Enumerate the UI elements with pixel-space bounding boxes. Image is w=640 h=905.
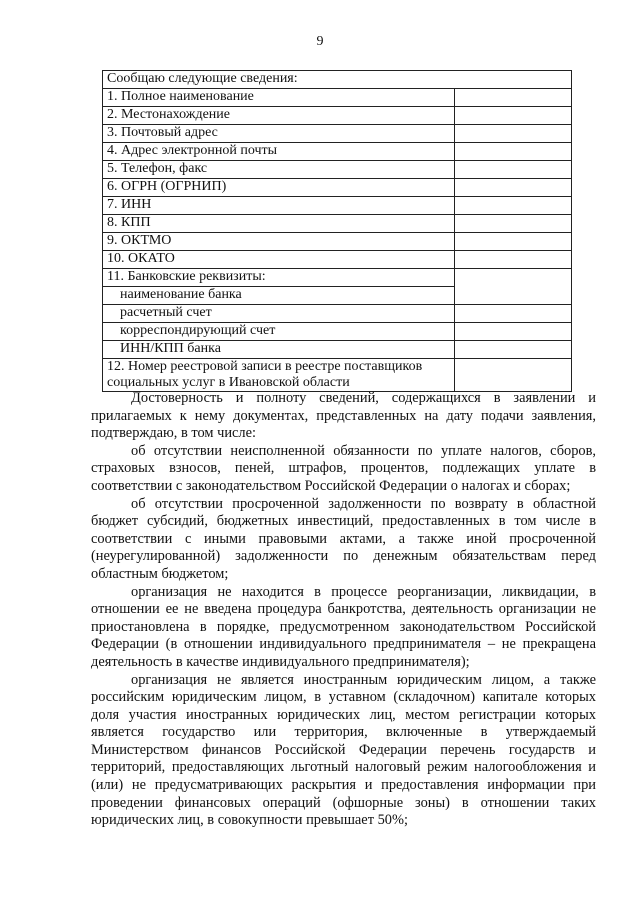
form-row: [103, 359, 572, 392]
field-value-cell[interactable]: [455, 125, 572, 143]
form-row: [103, 305, 572, 323]
form-row: [103, 323, 572, 341]
info-form-table: [102, 70, 572, 392]
paragraph: об отсутствии просроченной задолженности по возврату в областной бюджет субсидий, бюджетных инвестиций, предоставленных в том числе в соответствии с иными правовыми актами, а также иной просроченной (неурегулированной) задолженности по денежным обязательствам перед областным бюджетом;: [91, 495, 596, 582]
form-row: [103, 179, 572, 197]
field-label: 10. ОКАТО: [103, 251, 455, 269]
form-row: [103, 197, 572, 215]
field-label-line: социальных услуг в Ивановской области: [107, 375, 350, 390]
form-row: [103, 107, 572, 125]
field-value-cell[interactable]: [455, 197, 572, 215]
field-value-cell[interactable]: [455, 305, 572, 323]
field-value-cell[interactable]: [455, 323, 572, 341]
form-row: [103, 251, 572, 269]
field-label: 4. Адрес электронной почты: [103, 143, 455, 161]
field-value-cell[interactable]: [455, 251, 572, 269]
form-row: [103, 125, 572, 143]
field-label: 6. ОГРН (ОГРНИП): [103, 179, 455, 197]
field-value-cell[interactable]: [455, 215, 572, 233]
form-row: [103, 161, 572, 179]
paragraph: организация не является иностранным юридическим лицом, а также российским юридическим лицом, в уставном (складочном) капитале которых доля участия иностранных юридических лиц, местом регистрации которых является государство или территория, включенные в утверждаемый Министерством финансов Российской Федерации перечень государств и территорий, предоставляющих льготный налоговый режим налогообложения и (или) не предусматривающих раскрытия и предоставления информации при проведении финансовых операций (офшорные зоны) в отношении таких юридических лиц, в совокупности превышает 50%;: [91, 671, 596, 829]
declaration-text: [91, 390, 596, 830]
page-number: 9: [316, 34, 324, 49]
field-label: [103, 359, 455, 392]
form-header-row: [103, 71, 572, 89]
field-value-cell[interactable]: [455, 341, 572, 359]
field-label: корреспондирующий счет: [103, 323, 455, 341]
bank-title: 11. Банковские реквизиты:: [103, 269, 455, 287]
paragraph: организация не находится в процессе реорганизации, ликвидации, в отношении ее не введена процедура банкротства, деятельность организации не приостановлена в порядке, предусмотренном законодательством Российской Федерации (в отношении индивидуального предпринимателя – не прекращена деятельность в качестве индивидуального предпринимателя);: [91, 583, 596, 670]
field-label: наименование банка: [103, 287, 455, 305]
field-label-line: 12. Номер реестровой записи в реестре поставщиков: [107, 359, 423, 374]
field-value-cell[interactable]: [455, 161, 572, 179]
field-label: 1. Полное наименование: [103, 89, 455, 107]
form-row: [103, 89, 572, 107]
bank-title-row: [103, 269, 572, 287]
paragraph: об отсутствии неисполненной обязанности по уплате налогов, сборов, страховых взносов, пеней, штрафов, процентов, подлежащих уплате в соответствии с законодательством Российской Федерации о налогах и сборах;: [91, 442, 596, 494]
field-label: ИНН/КПП банка: [103, 341, 455, 359]
field-label: 2. Местонахождение: [103, 107, 455, 125]
field-value-cell[interactable]: [455, 269, 572, 305]
field-label: 3. Почтовый адрес: [103, 125, 455, 143]
field-value-cell[interactable]: [455, 143, 572, 161]
form-row: [103, 143, 572, 161]
field-value-cell[interactable]: [455, 179, 572, 197]
form-row: [103, 233, 572, 251]
field-label: 8. КПП: [103, 215, 455, 233]
field-value-cell[interactable]: [455, 107, 572, 125]
paragraph: Достоверность и полноту сведений, содержащихся в заявлении и прилагаемых к нему документах, представленных на дату подачи заявления, подтверждаю, в том числе:: [91, 390, 596, 442]
form-row: [103, 215, 572, 233]
field-label: 7. ИНН: [103, 197, 455, 215]
field-value-cell[interactable]: [455, 233, 572, 251]
field-label: расчетный счет: [103, 305, 455, 323]
field-label: 5. Телефон, факс: [103, 161, 455, 179]
field-value-cell[interactable]: [455, 89, 572, 107]
field-label: 9. ОКТМО: [103, 233, 455, 251]
field-value-cell[interactable]: [455, 359, 572, 392]
form-row: [103, 341, 572, 359]
form-header: Сообщаю следующие сведения:: [103, 71, 572, 89]
